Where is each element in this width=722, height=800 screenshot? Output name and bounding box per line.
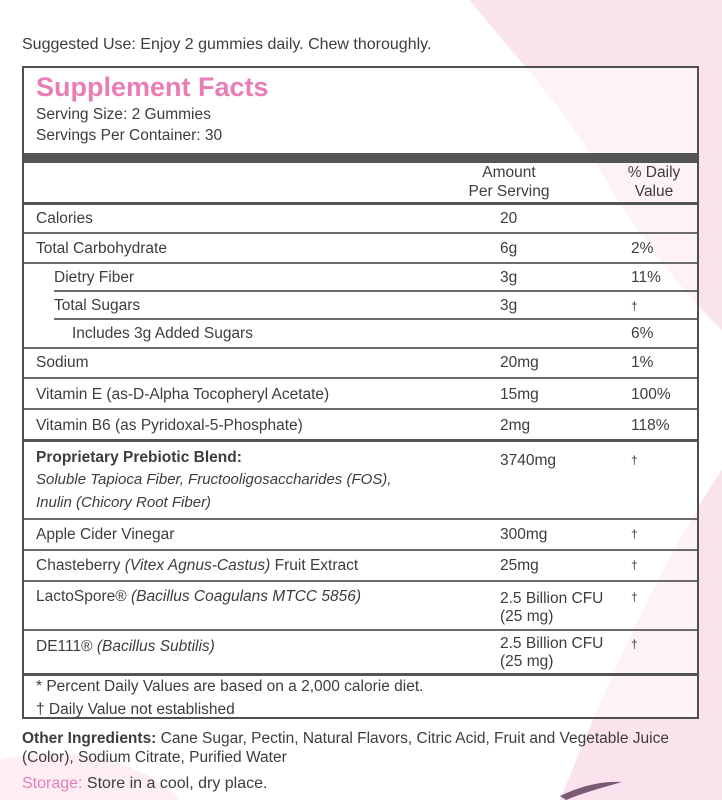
serving-size: Serving Size: 2 Gummies [36,106,211,123]
ingredient-amount-line1: 2.5 Billion CFU [500,635,604,652]
header-amount-line1: Amount [482,164,536,181]
ingredient-name-latin: (Bacillus Subtilis) [96,638,215,655]
ingredient-name-a: Chasteberry [36,557,125,574]
nutrient-daily-value: 11% [631,269,661,286]
nutrient-amount: 3g [500,297,518,314]
nutrient-amount: 2mg [500,417,531,434]
nutrient-amount: 6g [500,240,518,257]
divider [24,580,697,582]
nutrient-daily-value: 6% [631,325,654,342]
ingredient-daily-value: † [631,590,638,604]
nutrient-amount: 3g [500,269,518,286]
ingredient-amount: 25mg [500,557,539,574]
blend-daily-value: † [631,453,638,467]
nutrient-name: Vitamin E (as-D-Alpha Tocopheryl Acetate) [36,386,330,403]
ingredient-name [36,587,361,607]
supplement-facts-panel [22,66,699,719]
nutrient-amount: 15mg [500,386,539,403]
divider [24,377,697,379]
ingredient-name [36,556,358,576]
divider [54,318,697,320]
nutrient-daily-value: 1% [631,354,654,371]
nutrient-daily-value: 118% [631,417,670,434]
divider [24,518,697,520]
blend-name: Proprietary Prebiotic Blend: [36,449,242,466]
divider [24,202,697,205]
ingredient-daily-value: † [631,637,638,651]
nutrient-amount: 20 [500,210,518,227]
footnote-dagger: † Daily Value not established [36,701,235,718]
storage-text: Store in a cool, dry place. [82,775,268,792]
ingredient-name [36,637,215,657]
nutrient-name: Includes 3g Added Sugars [72,325,253,342]
divider [54,290,697,292]
servings-per-container: Servings Per Container: 30 [36,127,223,144]
header-amount [454,163,564,201]
storage-label: Storage: [22,775,83,792]
ingredient-amount: 300mg [500,526,548,543]
ingredient-amount-line1: 2.5 Billion CFU [500,590,604,607]
nutrient-daily-value: 2% [631,240,654,257]
ingredient-name: Apple Cider Vinegar [36,526,175,543]
header-amount-line2: Per Serving [468,183,550,200]
divider [24,262,697,264]
ingredient-name-latin: (Bacillus Coagulans MTCC 5856) [131,588,362,605]
ingredient-name-c: Fruit Extract [270,557,359,574]
nutrient-name: Vitamin B6 (as Pyridoxal-5-Phosphate) [36,417,303,434]
footnote-percent-dv: * Percent Daily Values are based on a 2,000 calorie diet. [36,678,424,695]
ingredient-name-a: DE111® [36,638,97,655]
storage [22,775,267,793]
blend-amount: 3740mg [500,452,557,469]
panel-title: Supplement Facts [36,72,269,102]
divider [24,629,697,631]
header-dv-line2: Value [634,183,674,200]
nutrient-daily-value: † [631,299,638,313]
nutrient-daily-value: 100% [631,386,671,403]
blend-ingredients-line1: Soluble Tapioca Fiber, Fructooligosaccharides (FOS), [36,471,392,488]
nutrient-name: Calories [36,210,93,227]
ingredient-daily-value: † [631,558,638,572]
suggested-use: Suggested Use: Enjoy 2 gummies daily. Chew thoroughly. [22,36,432,53]
header-divider [24,153,697,163]
header-dv-line1: % Daily [627,164,681,181]
divider [24,549,697,551]
nutrient-name: Total Sugars [54,297,141,314]
other-ingredients-text: Cane Sugar, Pectin, Natural Flavors, Citric Acid, Fruit and Vegetable Juice (Color), Sodium Citrate, Purified Water [22,730,669,766]
divider [24,673,697,676]
divider [24,232,697,234]
header-daily-value [609,163,699,201]
nutrient-name: Total Carbohydrate [36,240,167,257]
blend-ingredients-line2: Inulin (Chicory Root Fiber) [36,494,212,511]
ingredient-name-latin: (Vitex Agnus-Castus) [124,557,271,574]
ingredient-daily-value: † [631,527,638,541]
nutrient-name: Sodium [36,354,89,371]
nutrient-name: Dietry Fiber [54,269,135,286]
ingredient-name-a: LactoSpore® [36,588,132,605]
divider [24,439,697,442]
other-ingredients [22,729,702,767]
ingredient-amount-line2: (25 mg) [500,608,554,625]
ingredient-amount-line2: (25 mg) [500,653,554,670]
other-ingredients-label: Other Ingredients: [22,730,157,747]
divider [24,408,697,410]
nutrient-amount: 20mg [500,354,539,371]
divider [24,347,697,349]
